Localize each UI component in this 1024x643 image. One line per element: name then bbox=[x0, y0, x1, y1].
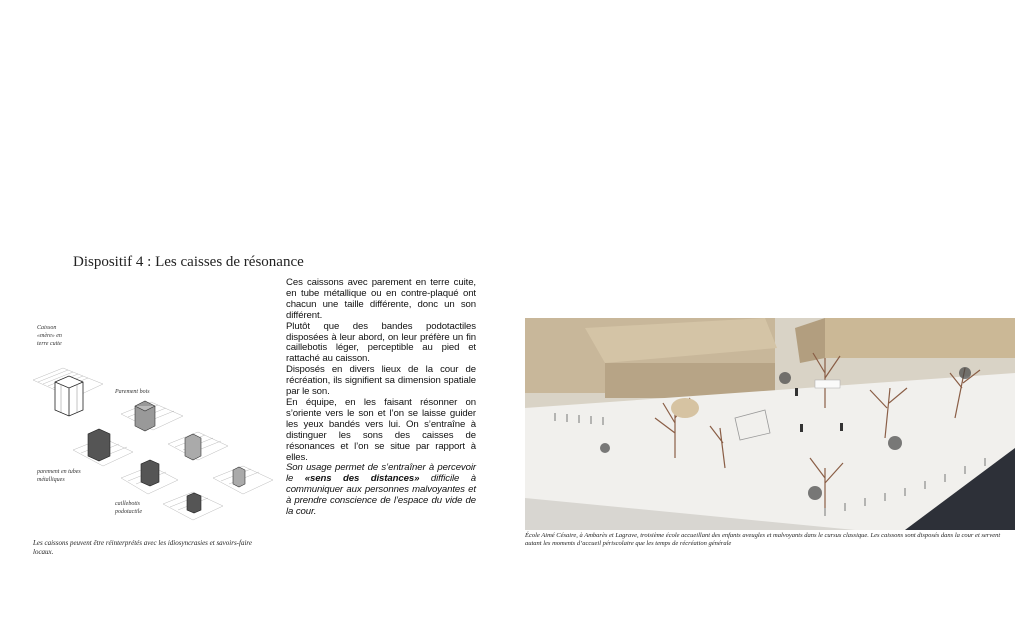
paragraph-5-start: Son usage permet de s’entraîner à percevoir le bbox=[286, 462, 476, 485]
paragraph-5 bbox=[286, 463, 476, 518]
paragraph-1: Ces caissons avec parement en terre cuite, en tube métallique ou en contre-plaqué ont chacun une taille différente, donc un son différent. bbox=[286, 277, 476, 321]
label-parement-tubes: parement en tubes métalliques bbox=[37, 469, 81, 483]
label-caillebotis: caillebotis podotactile bbox=[115, 501, 142, 515]
school-model-image bbox=[525, 318, 1015, 530]
caption-left: Les caissons peuvent être réinterprétés avec les idiosyncrasies et savoirs-faire locaux. bbox=[33, 539, 252, 556]
label-parement-bois: Parement bois bbox=[115, 389, 150, 395]
paragraph-5-end: difficile à communiquer aux personnes malvoyantes et à prendre conscience de l’espace du vide de la cour. bbox=[286, 473, 476, 518]
label-caisson-mere: Caisson «mère» en terre cuite bbox=[37, 325, 62, 347]
caissons-diagram bbox=[33, 318, 273, 528]
body-text bbox=[286, 278, 476, 518]
sens-des-distances: «sens des distances» bbox=[304, 473, 420, 485]
paragraph-4: En équipe, en les faisant résonner on s’oriente vers le son et l’on se laisse guider les yeux bandés vers lui. On s’entraîne à distinguer les sons des caisses de résonances et l’on se situe par rapport à elles. bbox=[286, 396, 476, 463]
school-model-photo bbox=[525, 318, 1015, 530]
paragraph-2: Plutôt que des bandes podotactiles disposées à leur abord, on leur préfère un fin caillebotis léger, perceptible au pied et rattaché au caisson. bbox=[286, 320, 476, 365]
paragraph-3: Disposés en divers lieux de la cour de récréation, ils signifient sa dimension spatiale par le son. bbox=[286, 364, 476, 398]
caissons-drawing bbox=[33, 318, 273, 528]
section-heading: Dispositif 4 : Les caisses de résonance bbox=[73, 254, 304, 270]
caption-right: École Aimé Césaire, à Ambarès et Lagrave, troisième école accueillant des enfants aveugles et malvoyants dans le cursus classique. Les caissons sont disposés dans la cour et servent autant les moments d’accueil périscolaire que les temps de récréation générale bbox=[525, 532, 1001, 547]
